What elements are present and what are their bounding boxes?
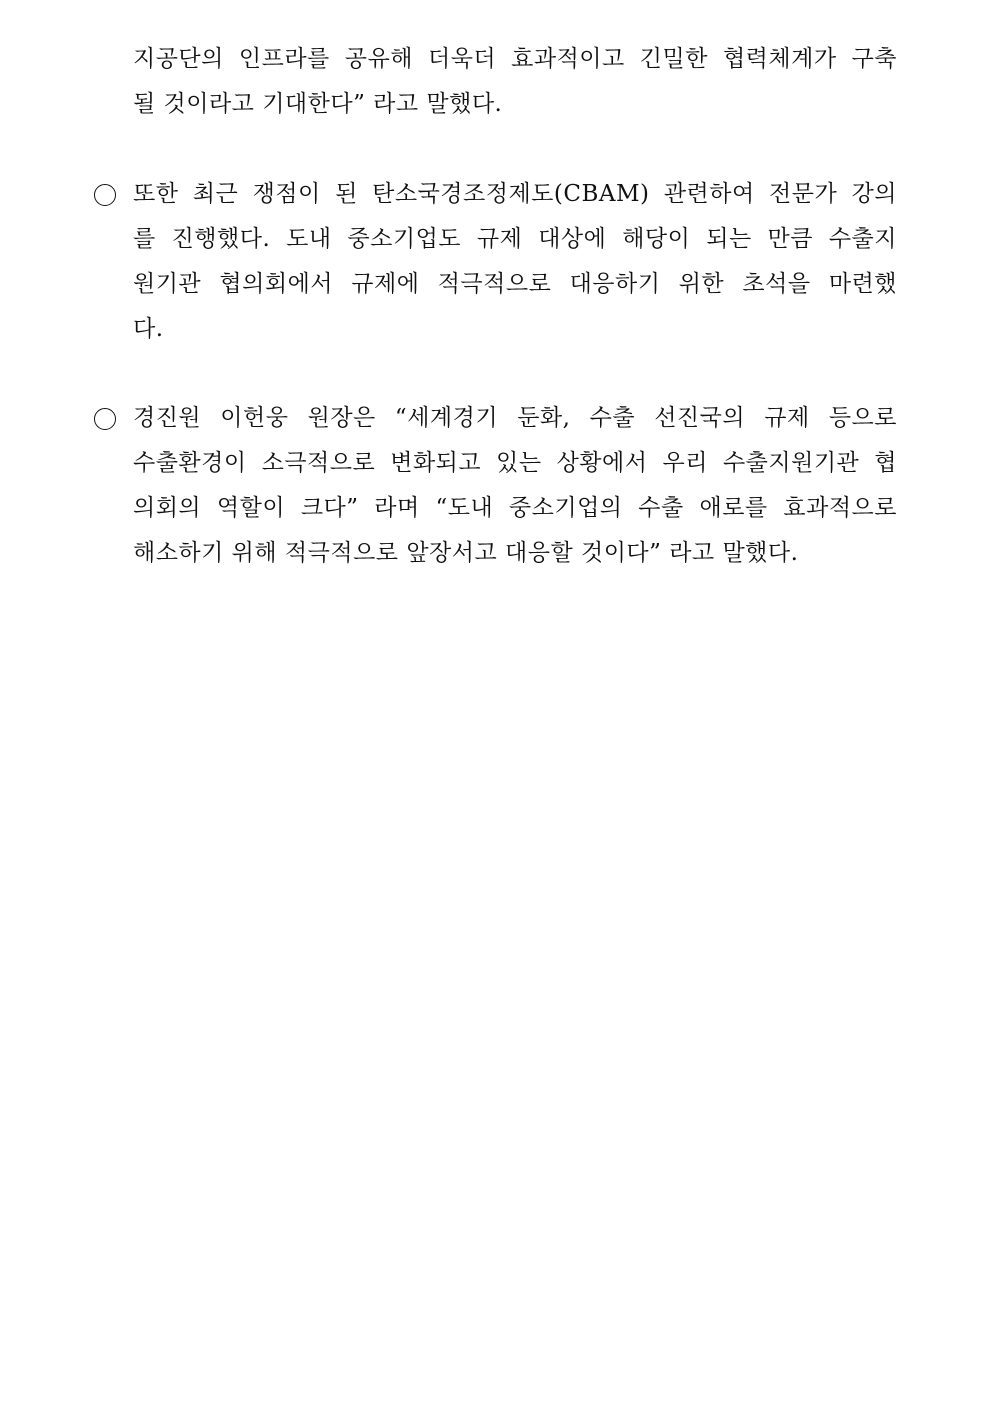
paragraph-line: 또한 최근 쟁점이 된 탄소국경조정제도(CBAM) 관련하여 전문가 강의 <box>133 181 897 207</box>
paragraph-line: 지공단의 인프라를 공유해 더욱더 효과적이고 긴밀한 협력체계가 구축 <box>133 46 897 72</box>
paragraph-line: 해소하기 위해 적극적으로 앞장서고 대응할 것이다” 라고 말했다. <box>133 540 799 566</box>
paragraph-line: 수출환경이 소극적으로 변화되고 있는 상황에서 우리 수출지원기관 협 <box>133 450 897 476</box>
circle-bullet-icon <box>94 408 116 430</box>
paragraph-line: 를 진행했다. 도내 중소기업도 규제 대상에 해당이 되는 만큼 수출지 <box>133 226 897 252</box>
paragraph-line: 될 것이라고 기대한다” 라고 말했다. <box>133 91 503 117</box>
paragraph-line: 경진원 이헌웅 원장은 “세계경기 둔화, 수출 선진국의 규제 등으로 <box>133 405 897 431</box>
paragraph-line: 다. <box>133 316 164 342</box>
paragraph-line: 원기관 협의회에서 규제에 적극적으로 대응하기 위한 초석을 마련했 <box>133 271 898 297</box>
paragraph-line: 의회의 역할이 크다” 라며 “도내 중소기업의 수출 애로를 효과적으로 <box>133 495 897 521</box>
circle-bullet-icon <box>94 184 116 206</box>
